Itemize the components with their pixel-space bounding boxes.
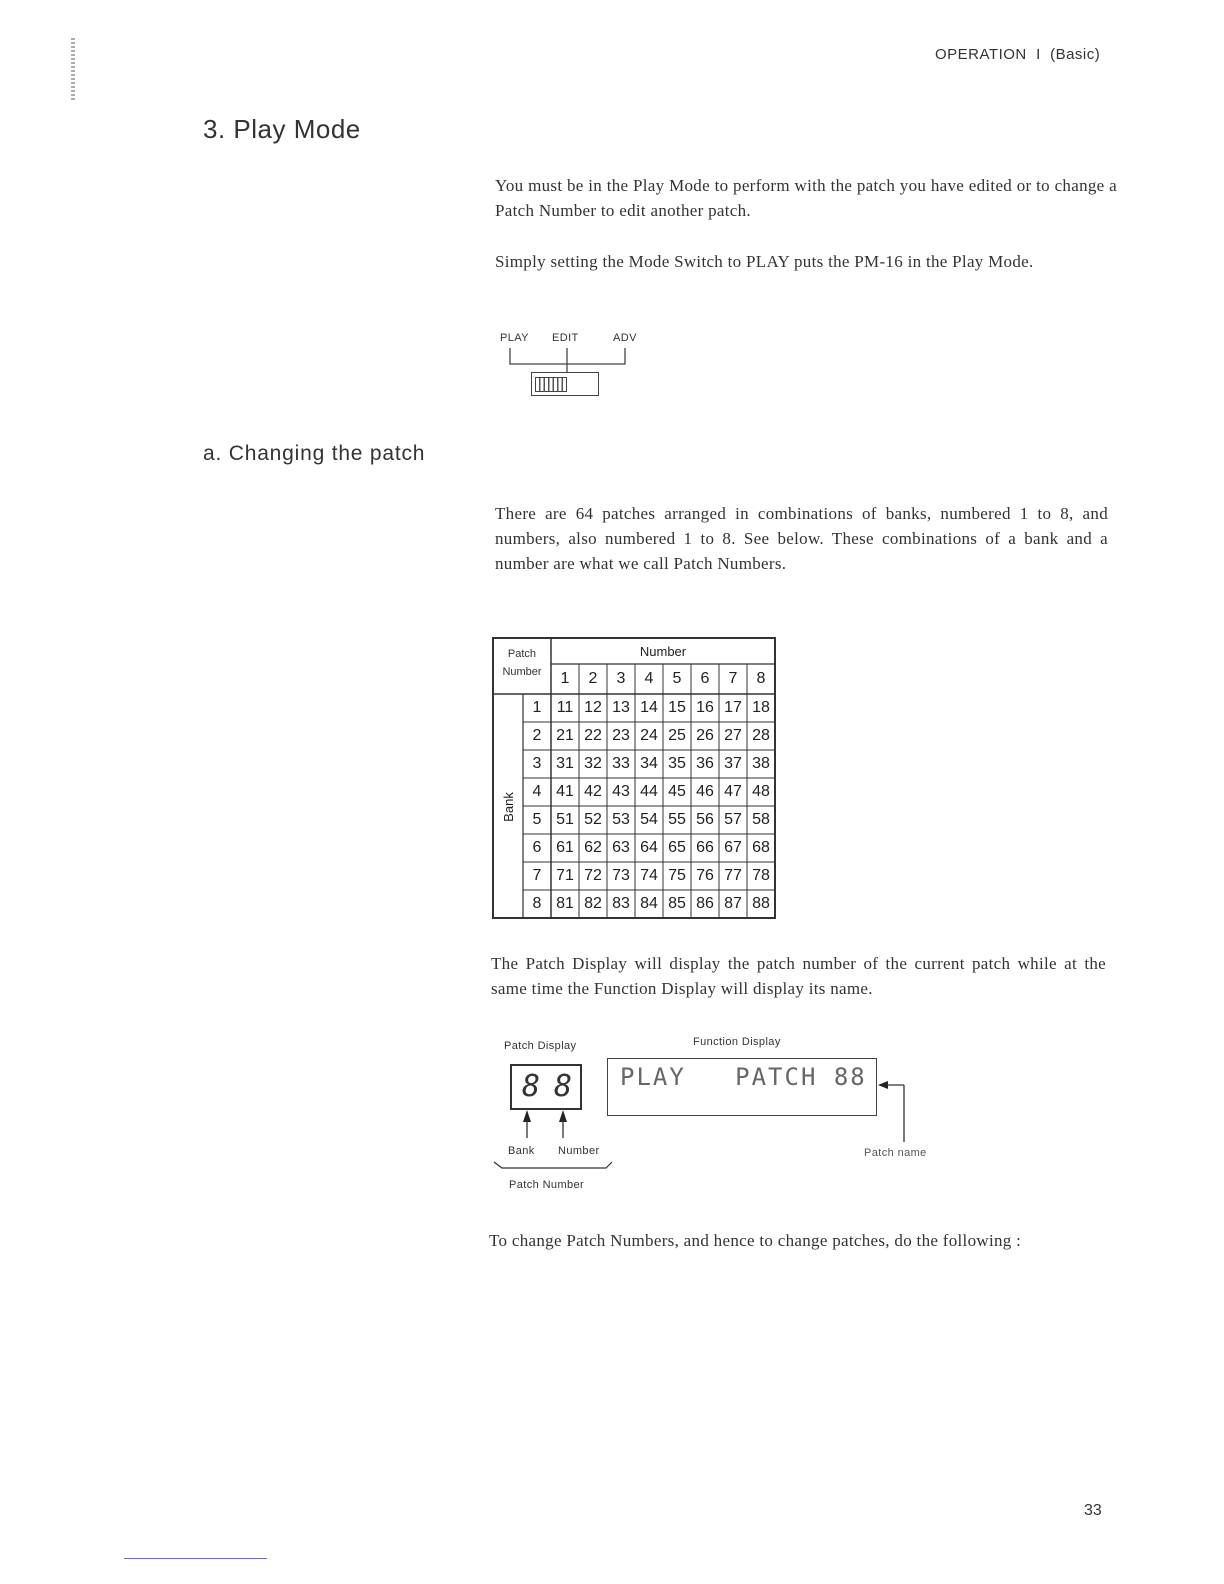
patch-number-cell: 51 <box>556 811 574 828</box>
patch-number-cell: 61 <box>556 839 574 856</box>
patch-number-cell: 22 <box>584 727 602 744</box>
patch-number-cell: 85 <box>668 895 686 912</box>
patch-number-cell: 31 <box>556 755 574 772</box>
patch-number-cell: 52 <box>584 811 602 828</box>
patch-number-cell: 71 <box>556 867 574 884</box>
patch-number-cell: 14 <box>640 699 658 716</box>
change-paragraph: To change Patch Numbers, and hence to change patches, do the following : <box>489 1231 1022 1250</box>
patch-number-cell: 63 <box>612 839 630 856</box>
number-header-cell: 8 <box>756 670 766 687</box>
bank-digit: 8 <box>522 1069 541 1104</box>
number-header-cell: 6 <box>700 670 710 687</box>
subsection-title: a. Changing the patch <box>203 442 426 465</box>
patch-number-cell: 81 <box>556 895 574 912</box>
patch-number-cell: 25 <box>668 727 686 744</box>
bank-header-cell: 3 <box>532 755 542 772</box>
patch-number-cell: 34 <box>640 755 658 772</box>
patch-number-cell: 84 <box>640 895 658 912</box>
patch-number-cell: 32 <box>584 755 602 772</box>
patch-number-cell: 33 <box>612 755 630 772</box>
patch-number-cell: 38 <box>752 755 770 772</box>
patch-number-cell: 16 <box>696 699 714 716</box>
patch-number-cell: 53 <box>612 811 630 828</box>
patch-number-cell: 86 <box>696 895 714 912</box>
patch-number-cell: 18 <box>752 699 770 716</box>
patch-number-cell: 48 <box>752 783 770 800</box>
patch-number-cell: 13 <box>612 699 630 716</box>
patch-number-cell: 57 <box>724 811 742 828</box>
patch-number-cell: 67 <box>724 839 742 856</box>
patch-number-cell: 46 <box>696 783 714 800</box>
patch-number-cell: 55 <box>668 811 686 828</box>
patch-number-cell: 68 <box>752 839 770 856</box>
margin-scan-mark <box>71 38 75 100</box>
patch-number-cell: 17 <box>724 699 742 716</box>
patch-number-cell: 77 <box>724 867 742 884</box>
patch-number-cell: 44 <box>640 783 658 800</box>
bank-header-cell: 6 <box>532 839 542 856</box>
number-digit: 8 <box>554 1069 573 1104</box>
patches-paragraph: There are 64 patches arranged in combinations of banks, numbered 1 to 8, and numbers, also numbered 1 to 8. See below. These combinations of a bank and a number are what we call Patch Numbers. <box>495 504 1108 573</box>
number-header-cell: 7 <box>728 670 738 687</box>
number-header-cell: 1 <box>560 670 570 687</box>
patch-number-cell: 47 <box>724 783 742 800</box>
patch-number-cell: 75 <box>668 867 686 884</box>
patch-number-cell: 27 <box>724 727 742 744</box>
patch-number-cell: 23 <box>612 727 630 744</box>
corner-label-number: Number <box>502 666 542 678</box>
function-display-text: PLAY PATCH 88 <box>620 1063 867 1091</box>
running-header: OPERATION I (Basic) <box>935 46 1101 63</box>
patch-number-cell: 72 <box>584 867 602 884</box>
patch-number-cell: 26 <box>696 727 714 744</box>
number-header-cell: 4 <box>644 670 654 687</box>
switch-label-edit: EDIT <box>552 332 579 344</box>
patch-number-cell: 36 <box>696 755 714 772</box>
patch-number-cell: 66 <box>696 839 714 856</box>
bank-header-cell: 8 <box>532 895 542 912</box>
patch-number-cell: 64 <box>640 839 658 856</box>
patch-number-cell: 56 <box>696 811 714 828</box>
number-header-cell: 2 <box>588 670 598 687</box>
patch-name-label: Patch name <box>864 1147 927 1159</box>
number-label: Number <box>558 1145 600 1157</box>
patch-number-cell: 15 <box>668 699 686 716</box>
patch-number-cell: 76 <box>696 867 714 884</box>
patch-number-cell: 45 <box>668 783 686 800</box>
switch-label-adv: ADV <box>613 332 637 344</box>
section-title: 3. Play Mode <box>203 114 361 144</box>
patch-number-label: Patch Number <box>509 1179 585 1191</box>
patch-display-label: Patch Display <box>504 1040 577 1052</box>
bank-label: Bank <box>508 1145 535 1157</box>
patch-number-cell: 41 <box>556 783 574 800</box>
display-arrows <box>490 1060 920 1185</box>
corner-label-patch: Patch <box>507 648 537 660</box>
patch-number-cell: 62 <box>584 839 602 856</box>
bank-header-cell: 2 <box>532 727 542 744</box>
patch-number-cell: 65 <box>668 839 686 856</box>
footer-rule <box>124 1558 267 1559</box>
patch-number-cell: 54 <box>640 811 658 828</box>
number-column-header: Number <box>639 643 687 659</box>
patch-number-cell: 82 <box>584 895 602 912</box>
intro-paragraph: You must be in the Play Mode to perform with the patch you have edited or to change a Patch Number to edit another patch. <box>495 176 1117 220</box>
display-paragraph: The Patch Display will display the patch number of the current patch while at the same time the Function Display will display its name. <box>491 954 1106 998</box>
page-number: 33 <box>1084 1502 1102 1519</box>
function-display-label: Function Display <box>693 1036 781 1048</box>
patch-number-cell: 87 <box>724 895 742 912</box>
switch-label-play: PLAY <box>500 332 529 344</box>
bank-header-cell: 7 <box>532 867 542 884</box>
bank-row-header: Bank <box>500 792 516 822</box>
patch-number-cell: 28 <box>752 727 770 744</box>
mode-switch-knob <box>535 377 567 392</box>
patch-number-cell: 83 <box>612 895 630 912</box>
patch-number-cell: 58 <box>752 811 770 828</box>
patch-number-cell: 11 <box>556 699 574 716</box>
bank-header-cell: 4 <box>532 783 542 800</box>
patch-number-cell: 74 <box>640 867 658 884</box>
patch-number-cell: 12 <box>584 699 602 716</box>
patch-number-cell: 37 <box>724 755 742 772</box>
patch-number-cell: 43 <box>612 783 630 800</box>
patch-number-cell: 35 <box>668 755 686 772</box>
bank-header-cell: 5 <box>532 811 542 828</box>
patch-number-cell: 21 <box>556 727 574 744</box>
patch-number-cell: 78 <box>752 867 770 884</box>
number-header-cell: 3 <box>616 670 626 687</box>
mode-switch-paragraph: Simply setting the Mode Switch to PLAY puts the PM-16 in the Play Mode. <box>495 252 1034 271</box>
number-header-cell: 5 <box>672 670 682 687</box>
patch-number-cell: 24 <box>640 727 658 744</box>
patch-number-cell: 42 <box>584 783 602 800</box>
patch-number-table <box>492 637 776 919</box>
patch-number-cell: 88 <box>752 895 770 912</box>
patch-number-cell: 73 <box>612 867 630 884</box>
bank-header-cell: 1 <box>532 699 542 716</box>
